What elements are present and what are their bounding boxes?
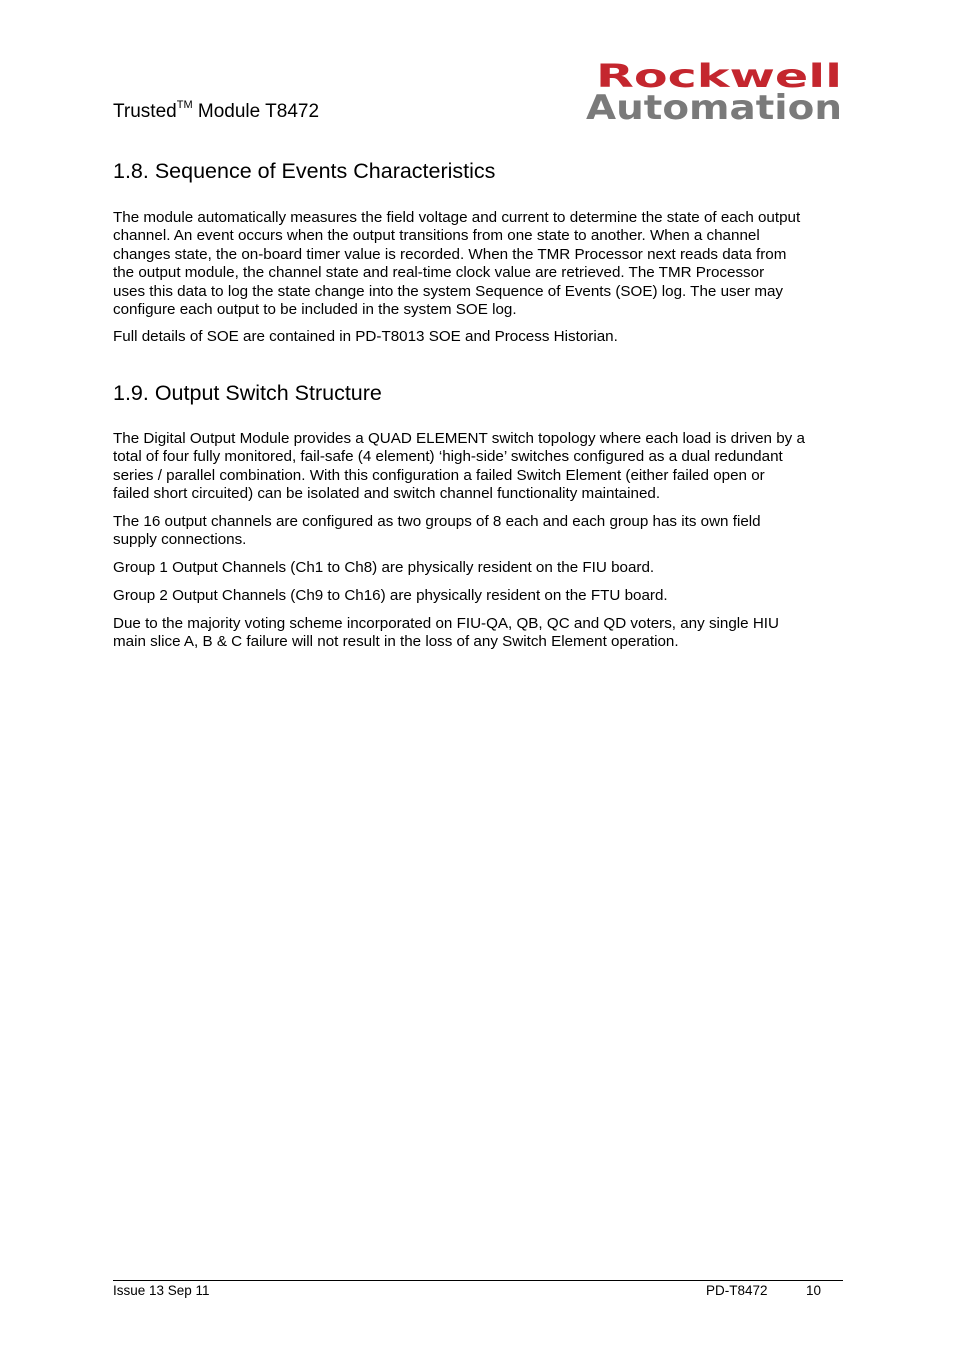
text-line: Due to the majority voting scheme incorporated on FIU-QA, QB, QC and QD voters, any single HIU [113, 615, 779, 632]
title-prefix: Trusted [113, 101, 177, 122]
text-line: supply connections. [113, 531, 247, 549]
paragraph-group-2 [113, 587, 847, 605]
logo-line1: Rockwell [596, 57, 842, 95]
rockwell-automation-logo [586, 56, 844, 126]
paragraph-quad-element [113, 430, 847, 504]
paragraph-soe-description [113, 209, 847, 319]
text-line: series / parallel combination. With this configuration a failed Switch Element (either failed open or [113, 466, 765, 484]
text-line: Full details of SOE are contained in PD-T8013 SOE and Process Historian. [113, 328, 618, 345]
text-line: total of four fully monitored, fail-safe (4 element) ‘high-side’ switches configured as a dual redundant [113, 448, 783, 466]
text-line: The module automatically measures the field voltage and current to determine the state of each output [113, 209, 801, 226]
text-line: Group 1 Output Channels (Ch1 to Ch8) are physically resident on the FIU board. [113, 559, 655, 576]
section-heading-output-switch-structure: 1.9. Output Switch Structure [113, 381, 382, 405]
text-line: channel. An event occurs when the output transitions from one state to another. When a channel [113, 227, 760, 245]
trademark-superscript: TM [176, 99, 193, 111]
text-line: the output module, the channel state and real-time clock value are retrieved. The TMR Processor [113, 264, 765, 282]
logo-line2: Automation [586, 88, 842, 126]
paragraph-soe-reference [113, 328, 847, 346]
section-heading-sequence-of-events: 1.8. Sequence of Events Characteristics [113, 159, 496, 183]
footer-issue: Issue 13 Sep 11 [113, 1283, 210, 1298]
text-line: The Digital Output Module provides a QUAD ELEMENT switch topology where each load is driven by a [113, 430, 805, 447]
text-line: The 16 output channels are configured as two groups of 8 each and each group has its own field [113, 513, 761, 530]
footer-divider [113, 1280, 843, 1281]
text-line: Group 2 Output Channels (Ch9 to Ch16) are physically resident on the FTU board. [113, 587, 668, 604]
text-line: configure each output to be included in the system SOE log. [113, 301, 517, 319]
document-title [113, 100, 319, 126]
paragraph-group-1 [113, 559, 847, 577]
text-line: failed short circuited) can be isolated and switch channel functionality maintained. [113, 485, 661, 503]
paragraph-majority-voting [113, 615, 847, 652]
text-line: main slice A, B & C failure will not result in the loss of any Switch Element operation. [113, 633, 679, 651]
logo-graphic [586, 56, 844, 126]
title-suffix: Module T8472 [192, 101, 320, 122]
text-line: changes state, the on-board timer value is recorded. When the TMR Processor next reads data from [113, 245, 787, 263]
paragraph-channel-groups [113, 513, 847, 550]
text-line: uses this data to log the state change into the system Sequence of Events (SOE) log. The user may [113, 282, 784, 300]
footer-page-number: 10 [806, 1283, 822, 1298]
footer-doc-id: PD-T8472 [706, 1283, 768, 1298]
